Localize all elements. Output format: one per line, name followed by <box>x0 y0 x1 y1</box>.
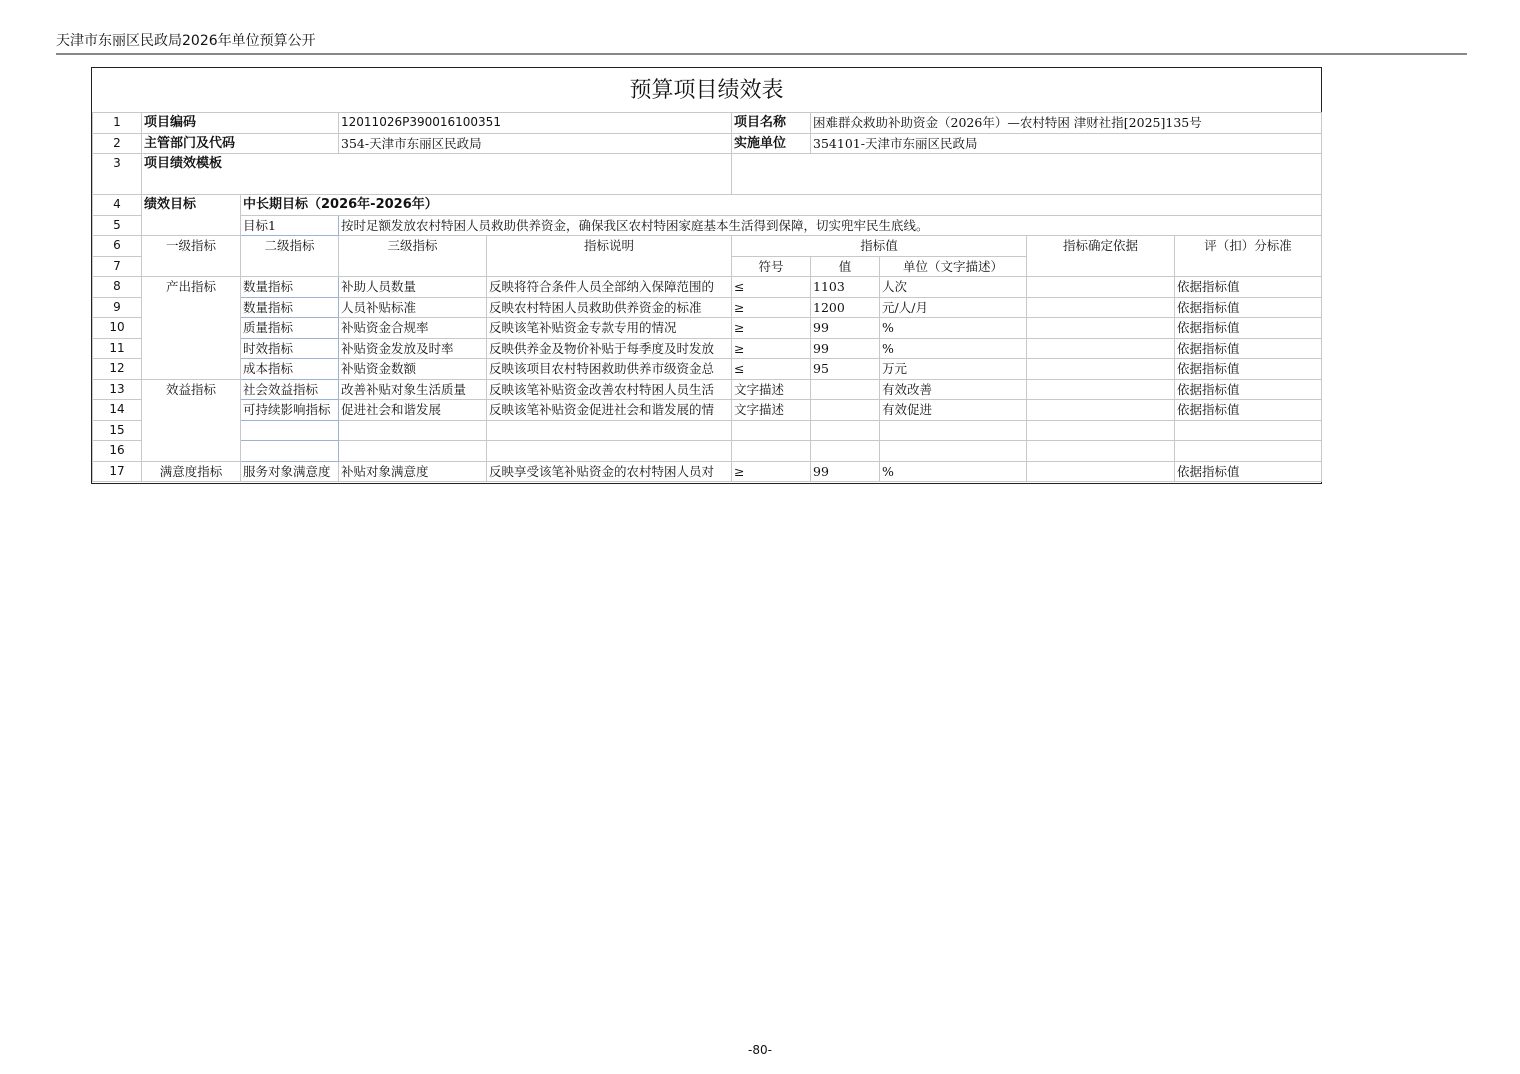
l2-cell: 服务对象满意度 <box>241 461 339 482</box>
l3-cell: 促进社会和谐发展 <box>339 400 487 421</box>
row-number: 17 <box>93 461 142 482</box>
table-row <box>93 154 1322 195</box>
unit-cell <box>880 441 1027 462</box>
row-number: 5 <box>93 215 142 236</box>
impl-unit-label: 实施单位 <box>732 133 811 154</box>
l2-cell: 可持续影响指标 <box>241 400 339 421</box>
project-name-label: 项目名称 <box>732 113 811 134</box>
indicator-row <box>93 441 1322 462</box>
value-cell: 99 <box>811 461 880 482</box>
desc-cell: 反映该笔补贴资金改善农村特困人员生活 <box>487 379 732 400</box>
basis-cell <box>1027 297 1175 318</box>
goal1-text: 按时足额发放农村特困人员救助供养资金，确保我区农村特困家庭基本生活得到保障，切实兜牢民生底线。 <box>339 215 1322 236</box>
unit-cell: 有效促进 <box>880 400 1027 421</box>
unit-cell: 万元 <box>880 359 1027 380</box>
score-cell: 依据指标值 <box>1175 318 1322 339</box>
indicator-row <box>93 297 1322 318</box>
desc-cell: 反映农村特困人员救助供养资金的标准 <box>487 297 732 318</box>
project-name-value: 困难群众救助补助资金（2026年）—农村特困 津财社指[2025]135号 <box>811 113 1322 134</box>
symbol-cell: ≥ <box>732 318 811 339</box>
template-value <box>732 154 1322 195</box>
basis-cell <box>1027 441 1175 462</box>
header-divider <box>56 53 1467 55</box>
value-cell: 1103 <box>811 277 880 298</box>
table-row <box>93 215 1322 236</box>
l3-cell <box>339 420 487 441</box>
basis-cell <box>1027 338 1175 359</box>
desc-cell: 反映供养金及物价补贴于每季度及时发放 <box>487 338 732 359</box>
table-row <box>93 195 1322 216</box>
indicator-row <box>93 318 1322 339</box>
symbol-cell: ≥ <box>732 461 811 482</box>
row-number: 7 <box>93 256 142 277</box>
impl-unit-value: 354101-天津市东丽区民政局 <box>811 133 1322 154</box>
unit-cell: % <box>880 461 1027 482</box>
score-cell: 依据指标值 <box>1175 338 1322 359</box>
value-cell <box>811 420 880 441</box>
l2-cell: 数量指标 <box>241 277 339 298</box>
symbol-cell: ≤ <box>732 359 811 380</box>
table-row <box>93 236 1322 257</box>
unit-cell: 人次 <box>880 277 1027 298</box>
symbol-cell: ≤ <box>732 277 811 298</box>
unit-cell: % <box>880 318 1027 339</box>
desc-cell: 反映该笔补贴资金专款专用的情况 <box>487 318 732 339</box>
value-cell: 99 <box>811 318 880 339</box>
header-basis: 指标确定依据 <box>1027 236 1175 277</box>
l1-output: 产出指标 <box>142 277 241 380</box>
basis-cell <box>1027 461 1175 482</box>
value-cell <box>811 400 880 421</box>
basis-cell <box>1027 400 1175 421</box>
header-target-value: 指标值 <box>732 236 1027 257</box>
unit-cell <box>880 420 1027 441</box>
l2-cell: 数量指标 <box>241 297 339 318</box>
score-cell <box>1175 441 1322 462</box>
value-cell: 95 <box>811 359 880 380</box>
l1-satisfaction: 满意度指标 <box>142 461 241 482</box>
header-desc: 指标说明 <box>487 236 732 277</box>
header-l1: 一级指标 <box>142 236 241 277</box>
header-value: 值 <box>811 256 880 277</box>
score-cell: 依据指标值 <box>1175 277 1322 298</box>
perf-goal-label: 绩效目标 <box>142 195 241 236</box>
l1-benefit: 效益指标 <box>142 379 241 461</box>
symbol-cell <box>732 420 811 441</box>
l3-cell: 补贴资金发放及时率 <box>339 338 487 359</box>
l3-cell: 补贴对象满意度 <box>339 461 487 482</box>
value-cell: 99 <box>811 338 880 359</box>
desc-cell: 反映该项目农村特困救助供养市级资金总 <box>487 359 732 380</box>
dept-value: 354-天津市东丽区民政局 <box>339 133 732 154</box>
performance-sheet <box>91 67 1322 484</box>
l2-cell: 质量指标 <box>241 318 339 339</box>
table-row <box>93 133 1322 154</box>
l2-cell <box>241 420 339 441</box>
row-number: 9 <box>93 297 142 318</box>
desc-cell: 反映将符合条件人员全部纳入保障范围的 <box>487 277 732 298</box>
l3-cell: 改善补贴对象生活质量 <box>339 379 487 400</box>
indicator-row <box>93 338 1322 359</box>
row-number: 4 <box>93 195 142 216</box>
desc-cell: 反映享受该笔补贴资金的农村特困人员对 <box>487 461 732 482</box>
unit-cell: % <box>880 338 1027 359</box>
l3-cell <box>339 441 487 462</box>
basis-cell <box>1027 420 1175 441</box>
score-cell: 依据指标值 <box>1175 400 1322 421</box>
indicator-row <box>93 277 1322 298</box>
value-cell <box>811 379 880 400</box>
row-number: 11 <box>93 338 142 359</box>
symbol-cell: ≥ <box>732 297 811 318</box>
row-number: 2 <box>93 133 142 154</box>
score-cell: 依据指标值 <box>1175 461 1322 482</box>
project-code-label: 项目编码 <box>142 113 339 134</box>
basis-cell <box>1027 359 1175 380</box>
value-cell: 1200 <box>811 297 880 318</box>
desc-cell: 反映该笔补贴资金促进社会和谐发展的情 <box>487 400 732 421</box>
indicator-row <box>93 461 1322 482</box>
l3-cell: 补贴资金数额 <box>339 359 487 380</box>
l2-cell: 时效指标 <box>241 338 339 359</box>
score-cell <box>1175 420 1322 441</box>
l3-cell: 补贴资金合规率 <box>339 318 487 339</box>
symbol-cell: 文字描述 <box>732 379 811 400</box>
indicator-row <box>93 359 1322 380</box>
midterm-goal-label: 中长期目标（2026年-2026年） <box>241 195 1322 216</box>
template-label: 项目绩效模板 <box>142 154 732 195</box>
row-number: 10 <box>93 318 142 339</box>
unit-cell: 元/人/月 <box>880 297 1027 318</box>
row-number: 6 <box>93 236 142 257</box>
row-number: 1 <box>93 113 142 134</box>
row-number: 8 <box>93 277 142 298</box>
l2-cell <box>241 441 339 462</box>
desc-cell <box>487 420 732 441</box>
indicator-row <box>93 420 1322 441</box>
l3-cell: 人员补贴标准 <box>339 297 487 318</box>
header-l2: 二级指标 <box>241 236 339 277</box>
row-number: 3 <box>93 154 142 195</box>
basis-cell <box>1027 318 1175 339</box>
symbol-cell <box>732 441 811 462</box>
header-scoring: 评（扣）分标准 <box>1175 236 1322 277</box>
header-symbol: 符号 <box>732 256 811 277</box>
performance-table <box>92 112 1322 482</box>
project-code-value: 12011026P390016100351 <box>339 113 732 134</box>
page-number: -80- <box>748 1043 772 1057</box>
basis-cell <box>1027 379 1175 400</box>
table-row <box>93 113 1322 134</box>
header-unit: 单位（文字描述） <box>880 256 1027 277</box>
table-title: 预算项目绩效表 <box>629 78 784 103</box>
header-l3: 三级指标 <box>339 236 487 277</box>
row-number: 16 <box>93 441 142 462</box>
dept-label: 主管部门及代码 <box>142 133 339 154</box>
row-number: 13 <box>93 379 142 400</box>
l3-cell: 补助人员数量 <box>339 277 487 298</box>
symbol-cell: 文字描述 <box>732 400 811 421</box>
indicator-row <box>93 400 1322 421</box>
page-header: 天津市东丽区民政局2026年单位预算公开 <box>56 33 316 49</box>
row-number: 12 <box>93 359 142 380</box>
value-cell <box>811 441 880 462</box>
unit-cell: 有效改善 <box>880 379 1027 400</box>
l2-cell: 成本指标 <box>241 359 339 380</box>
symbol-cell: ≥ <box>732 338 811 359</box>
score-cell: 依据指标值 <box>1175 297 1322 318</box>
indicator-row <box>93 379 1322 400</box>
desc-cell <box>487 441 732 462</box>
row-number: 15 <box>93 420 142 441</box>
score-cell: 依据指标值 <box>1175 359 1322 380</box>
l2-cell: 社会效益指标 <box>241 379 339 400</box>
score-cell: 依据指标值 <box>1175 379 1322 400</box>
basis-cell <box>1027 277 1175 298</box>
row-number: 14 <box>93 400 142 421</box>
goal1-label: 目标1 <box>241 215 339 236</box>
